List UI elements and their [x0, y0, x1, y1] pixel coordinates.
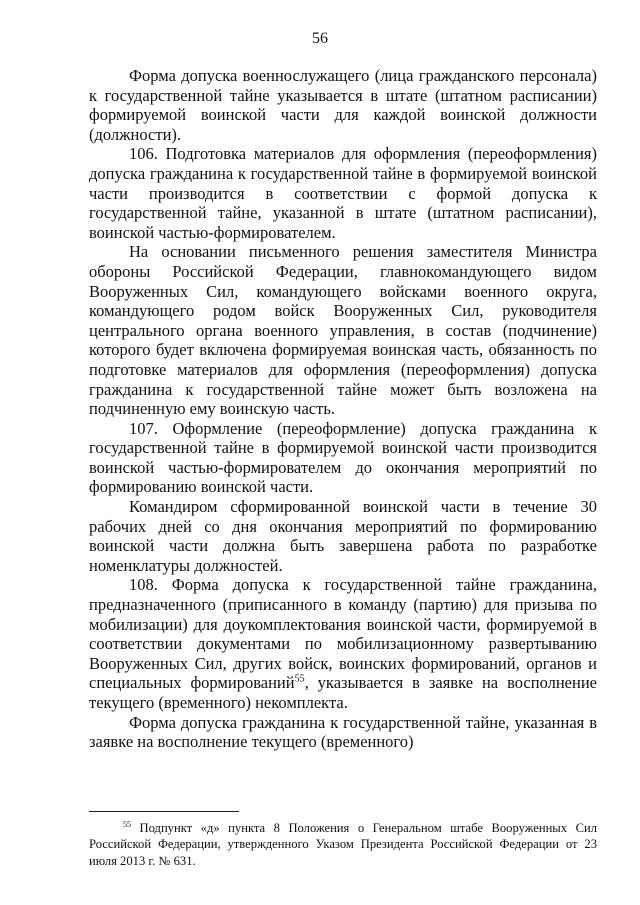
paragraph-access-form-request: Форма допуска гражданина к государственной тайне, указанная в заявке на восполнение текущего (временного) — [89, 712, 597, 752]
paragraph-108 — [89, 575, 597, 712]
paragraph-written-decision: На основании письменного решения заместителя Министра обороны Российской Федерации, главнокомандующего видом Вооруженных Сил, командующего войсками военного округа, командующего родом войск Вооруженных Сил, руководителя центрального органа военного управления, в состав (подчинение) которого будет включена формируемая воинская часть, обязанность по подготовке материалов для оформления (переоформления) допуска гражданина к государственной тайне может быть возложена на подчиненную ему воинскую часть. — [89, 242, 597, 419]
body-text — [89, 66, 597, 752]
page-number: 56 — [312, 30, 328, 47]
paragraph-108-text: 108. Форма допуска к государственной тайне гражданина, предназначенного (приписанного в команду (партию) для призыва по мобилизации) для доукомплектования воинской части, формируемой в соответствии документами по мобилизационному развертыванию Вооруженных Сил, других войск, воинских формирований, органов и специальных формирований — [89, 575, 597, 693]
footnote-marker: 55 — [123, 819, 131, 829]
paragraph-108-text-end: , указывается в заявке на восполнение текущего (временного) некомплекта. — [89, 673, 597, 712]
footnote-reference[interactable]: 55 — [294, 673, 305, 685]
paragraph-107: 107. Оформление (переоформление) допуска гражданина к государственной тайне в формируемой воинской части производится воинской частью-формирователем до окончания мероприятий по формированию воинской части. — [89, 418, 597, 497]
footnote-divider — [89, 811, 239, 812]
paragraph-nomenclature: Командиром сформированной воинской части в течение 30 рабочих дней со дня окончания мероприятий по формированию воинской части должна быть завершена работа по разработке номенклатуры должностей. — [89, 497, 597, 575]
footnote-text: Подпункт «д» пункта 8 Положения о Генеральном штабе Вооруженных Сил Российской Федерации, утвержденного Указом Президента Российской Федерации от 23 июля 2013 г. № 631. — [89, 821, 597, 868]
paragraph-access-form-staff: Форма допуска военнослужащего (лица гражданского персонала) к государственной тайне указывается в штате (штатном расписании) формируемой воинской части для каждой воинской должности (должности). — [89, 66, 597, 144]
paragraph-106: 106. Подготовка материалов для оформления (переоформления) допуска гражданина к государственной тайне в формируемой воинской части производится в соответствии с формой допуска к государственной тайне, указанной в штате (штатном расписании), воинской частью-формирователем. — [89, 144, 597, 242]
footnote — [89, 820, 597, 869]
